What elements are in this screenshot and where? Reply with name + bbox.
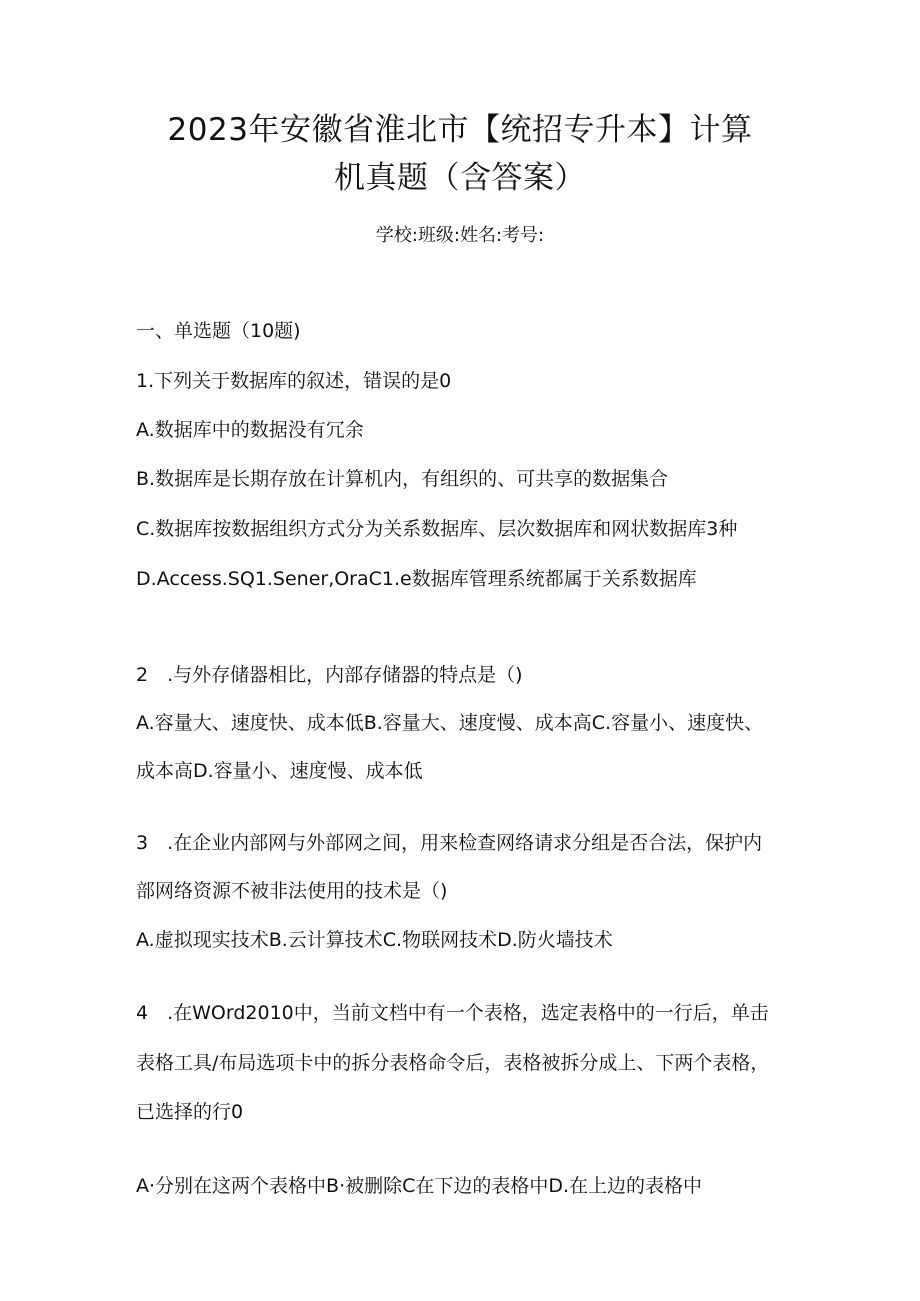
question-2-options-line1: A.容量大、速度快、成本低B.容量大、速度慢、成本高C.容量小、速度快、 [136, 712, 764, 734]
exam-title-line2: 机真题（含答案） [334, 160, 586, 196]
question-3-options-line1: A.虚拟现实技术B.云计算技术C.物联网技术D.防火墙技术 [136, 929, 613, 951]
question-4-stem-line1: 4 .在WOrd2010中，当前文档中有一个表格，选定表格中的一行后，单击 [136, 1002, 769, 1024]
question-1-option-b: B.数据库是长期存放在计算机内，有组织的、可共享的数据集合 [136, 468, 669, 490]
question-3-stem-line2: 部网络资源不被非法使用的技术是（) [136, 880, 448, 902]
question-2-stem: 2 .与外存储器相比，内部存储器的特点是（) [136, 664, 523, 686]
question-1-option-d: D.Access.SQ1.Sener,OraC1.e数据库管理系统都属于关系数据库 [136, 568, 697, 590]
question-2-options-line2: 成本高D.容量小、速度慢、成本低 [136, 760, 423, 782]
question-1-stem: 1.下列关于数据库的叙述，错误的是0 [136, 370, 452, 392]
question-4-stem-line3: 已选择的行0 [136, 1101, 244, 1123]
question-3-stem-line1: 3 .在企业内部网与外部网之间，用来检查网络请求分组是否合法，保护内 [136, 832, 763, 854]
question-1-option-c: C.数据库按数据组织方式分为关系数据库、层次数据库和网状数据库3种 [136, 518, 738, 540]
question-4-options-line1: A·分别在这两个表格中B·被删除C在下边的表格中D.在上边的表格中 [136, 1175, 703, 1197]
question-1-option-a: A.数据库中的数据没有冗余 [136, 419, 364, 441]
question-4-stem-line2: 表格工具/布局选项卡中的拆分表格命令后，表格被拆分成上、下两个表格， [136, 1052, 770, 1074]
student-info-line: 学校:班级:姓名:考号: [375, 225, 545, 246]
exam-title-line1: 2023年安徽省淮北市【统招专升本】计算 [167, 112, 753, 148]
section-heading: 一、单选题（10题) [136, 320, 301, 342]
